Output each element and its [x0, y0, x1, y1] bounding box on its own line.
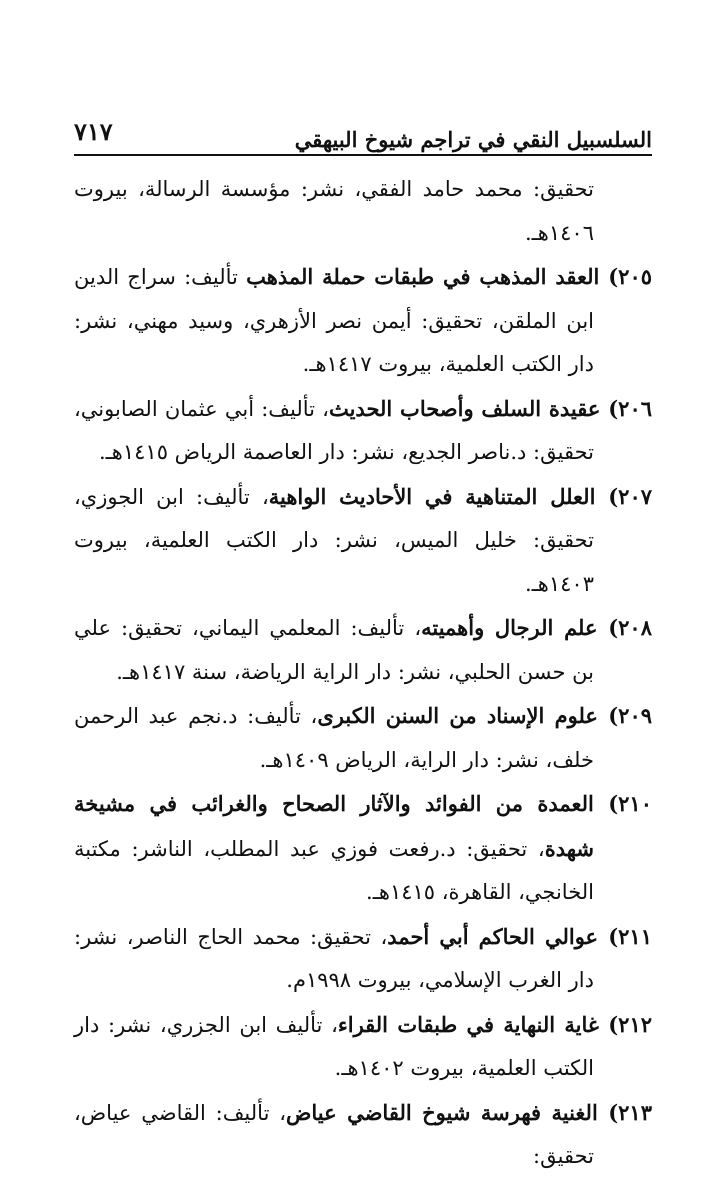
running-title: السلسبيل النقي في تراجم شيوخ البيهقي — [294, 127, 652, 152]
entry-title: الغنية فهرسة شيوخ القاضي عياض — [286, 1099, 598, 1125]
header-rule — [74, 154, 652, 156]
entry-details: ، تأليف: د.نجم عبد الرحمن خلف، نشر: دار الراية، الرياض ١٤٠٩هـ. — [74, 704, 594, 772]
entry-details: ، تأليف: ابن الجوزي، تحقيق: خليل الميس، نشر: دار الكتب العلمية، بيروت ١٤٠٣هـ. — [74, 484, 594, 596]
entry-number: ٢١١) — [598, 923, 652, 949]
continuation-text: تحقيق: محمد حامد الفقي، نشر: مؤسسة الرسالة، بيروت ١٤٠٦هـ. — [74, 177, 594, 245]
entry-number: ٢٠٨) — [597, 615, 652, 640]
entry-number: ٢١٠) — [593, 791, 652, 816]
bibliography-entry — [74, 606, 652, 694]
entry-details: ، تأليف: القاضي عياض، تحقيق: — [74, 1100, 594, 1168]
bibliography-entry — [74, 1003, 652, 1091]
bibliography-entry — [74, 694, 652, 782]
entry-number: ٢١٣) — [597, 1099, 652, 1125]
entry-title: غاية النهاية في طبقات القراء — [337, 1011, 599, 1037]
entry-title: علم الرجال وأهميته — [421, 615, 598, 640]
entry-title: العلل المتناهية في الأحاديث الواهية — [268, 483, 596, 509]
entry-title: عقيدة السلف وأصحاب الحديث — [328, 395, 601, 421]
entry-title: العمدة من الفوائد والآثار الصحاح والغرائب في مشيخة شهدة — [74, 791, 594, 861]
entry-details: ، تحقيق: محمد الحاج الناصر، نشر: دار الغرب الإسلامي، بيروت ١٩٩٨م. — [74, 924, 594, 992]
entry-title: علوم الإسناد من السنن الكبرى — [317, 703, 598, 728]
bibliography-entry — [74, 475, 652, 607]
bibliography-entry — [74, 255, 652, 387]
bibliography-entry — [74, 387, 652, 475]
page-header — [74, 118, 652, 158]
entry-details: تأليف: سراج الدين ابن الملقن، تحقيق: أيمن نصر الأزهري، وسيد مهني، نشر: دار الكتب العلمية، بيروت ١٤١٧هـ. — [74, 265, 594, 376]
entry-number: ٢٠٧) — [595, 483, 653, 509]
bibliography-entry — [74, 1091, 652, 1179]
bibliography-entry — [74, 782, 652, 915]
entry-details: ، تأليف: المعلمي اليماني، تحقيق: علي بن حسن الحلبي، نشر: دار الراية الرياضة، سنة ١٤١٧هـ. — [74, 616, 594, 684]
entry-number: ٢٠٩) — [597, 703, 653, 728]
entry-number: ٢٠٥) — [599, 264, 653, 289]
entry-title: العقد المذهب في طبقات حملة المذهب — [246, 264, 600, 289]
page-number: ٧١٧ — [74, 117, 113, 146]
entry-number: ٢١٢) — [598, 1011, 653, 1037]
entry-details: ، تأليف ابن الجزري، نشر: دار الكتب العلمية، بيروت ١٤٠٢هـ. — [74, 1012, 594, 1080]
entry-title: عوالي الحاكم أبي أحمد — [387, 923, 599, 949]
entry-details: ، تأليف: أبي عثمان الصابوني، تحقيق: د.ناصر الجديع، نشر: دار العاصمة الرياض ١٤١٥هـ. — [74, 396, 594, 464]
entry-details: ، تحقيق: د.رفعت فوزي عبد المطلب، الناشر: مكتبة الخانجي، القاهرة، ١٤١٥هـ. — [74, 836, 594, 904]
bibliography-entry — [74, 915, 652, 1003]
bibliography-list — [74, 168, 653, 1168]
entry-number: ٢٠٦) — [600, 395, 653, 421]
